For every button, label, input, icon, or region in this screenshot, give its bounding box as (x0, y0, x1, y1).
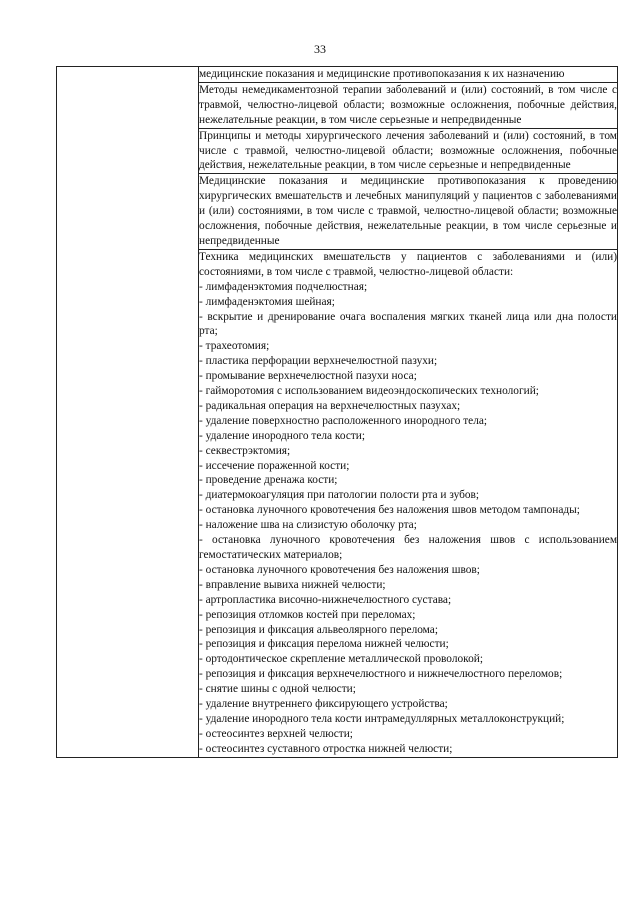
table-cell (199, 128, 618, 174)
list-item: - лимфаденэктомия шейная; (199, 295, 335, 308)
list-item: - остановка луночного кровотечения без наложения швов методом тампонады; (199, 504, 580, 517)
list-item: - остановка луночного кровотечения без наложения швов с использованием гемостатических материалов; (199, 534, 617, 561)
table-cell (199, 67, 618, 83)
list-item: - вправление вывиха нижней челюсти; (199, 578, 386, 591)
list-item: - ортодонтическое скрепление металлической проволокой; (199, 653, 483, 666)
requirements-table (56, 66, 618, 758)
list-item: - остеосинтез суставного отростка нижней челюсти; (199, 742, 453, 755)
cell-text: медицинские показания и медицинские противопоказания к их назначению (199, 68, 565, 80)
techniques-list (199, 280, 617, 757)
list-item: - удаление инородного тела кости; (199, 429, 366, 442)
techniques-intro: Техника медицинских вмешательств у пациентов с заболеваниями и (или) состояниями, в том числе с травмой, челюстно-лицевой области: (199, 250, 617, 278)
list-item: - лимфаденэктомия подчелюстная; (199, 280, 368, 293)
list-item: - вскрытие и дренирование очага воспаления мягких тканей лица или дна полости рта; (199, 310, 617, 338)
list-item: - промывание верхнечелюстной пазухи носа; (199, 370, 417, 383)
techniques-cell (199, 249, 618, 757)
table-row (57, 67, 618, 83)
table-cell (199, 174, 618, 250)
cell-text: Медицинские показания и медицинские противопоказания к проведению хирургических вмешательств и лечебных манипуляций у пациентов с заболеваниями и (или) состояниями, в том числе с травмой, челюстно-лицевой области; возможные осложнения, побочные действия, нежелательные реакции, в том числе серьезные и непредвиденные (199, 175, 617, 247)
list-item: - снятие шины с одной челюсти; (199, 683, 356, 696)
list-item: - наложение шва на слизистую оболочку рта; (199, 519, 417, 532)
list-item: - остеосинтез верхней челюсти; (199, 727, 353, 740)
left-column-cell (57, 67, 199, 758)
list-item: - гайморотомия с использованием видеоэндоскопических технологий; (199, 385, 539, 398)
list-item: - диатермокоагуляция при патологии полости рта и зубов; (199, 489, 480, 502)
list-item: - остановка луночного кровотечения без наложения швов; (199, 563, 480, 576)
page-number: 33 (314, 42, 326, 56)
list-item: - удаление поверхностно расположенного инородного тела; (199, 414, 488, 427)
cell-text: Принципы и методы хирургического лечения заболеваний и (или) состояний, в том числе с травмой, челюстно-лицевой области; возможные осложнения, побочные действия, нежелательные реакции, в том числе серьезные и непредвиденные (199, 129, 617, 172)
list-item: - проведение дренажа кости; (199, 474, 338, 487)
list-item: - репозиция и фиксация перелома нижней челюсти; (199, 638, 449, 651)
list-item: - удаление инородного тела кости интрамедуллярных металлоконструкций; (199, 712, 565, 725)
table-cell (199, 82, 618, 128)
list-item: - репозиция отломков костей при переломах; (199, 608, 416, 621)
list-item: - артропластика височно-нижнечелюстного сустава; (199, 593, 452, 606)
list-item: - радикальная операция на верхнечелюстных пазухах; (199, 399, 461, 412)
list-item: - репозиция и фиксация верхнечелюстного и нижнечелюстного переломов; (199, 668, 563, 681)
list-item: - пластика перфорации верхнечелюстной пазухи; (199, 355, 438, 368)
list-item: - трахеотомия; (199, 340, 270, 353)
list-item: - иссечение пораженной кости; (199, 459, 350, 472)
list-item: - удаление внутреннего фиксирующего устройства; (199, 698, 448, 711)
list-item: - репозиция и фиксация альвеолярного перелома; (199, 623, 438, 636)
cell-text: Методы немедикаментозной терапии заболеваний и (или) состояний, в том числе с травмой, челюстно-лицевой области; возможные осложнения, побочные действия, нежелательные реакции, в том числе серьезные и непредвиденные (199, 83, 617, 126)
list-item: - секвестрэктомия; (199, 444, 291, 457)
